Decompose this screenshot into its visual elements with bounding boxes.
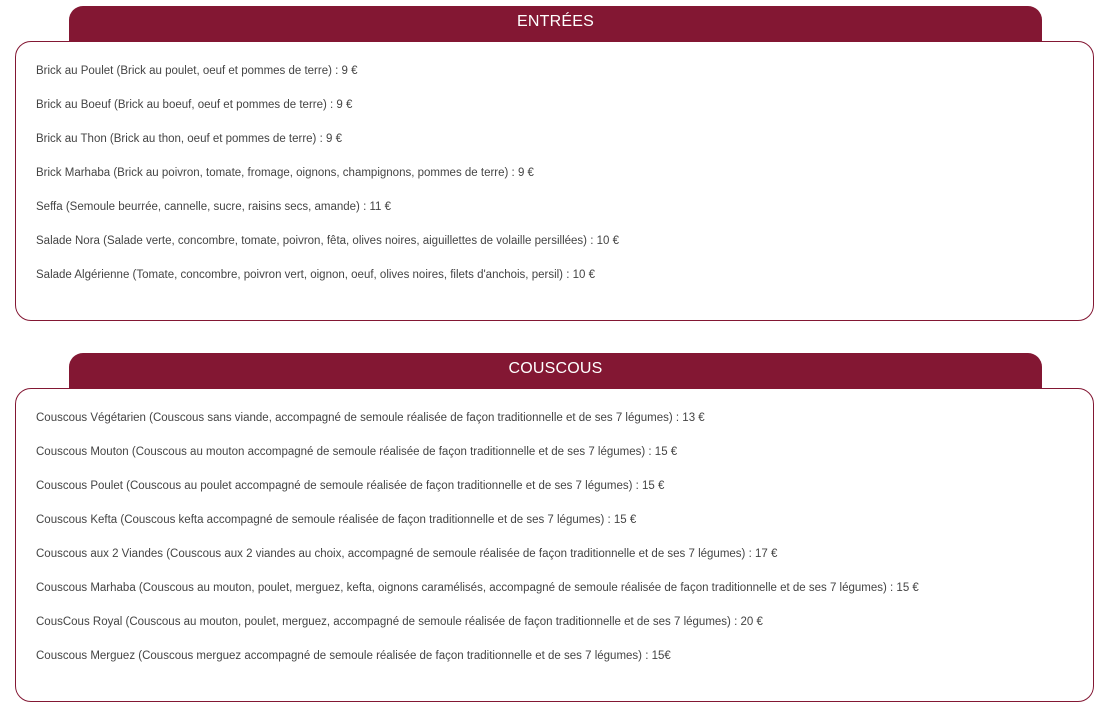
menu-item: Brick au Boeuf (Brick au boeuf, oeuf et pommes de terre) : 9 € <box>36 99 353 111</box>
section-box-couscous <box>15 388 1094 702</box>
section-box-entrees <box>15 41 1094 321</box>
menu-item: Couscous aux 2 Viandes (Couscous aux 2 viandes au choix, accompagné de semoule réalisée de façon traditionnelle et de ses 7 légumes) : 17 € <box>36 548 778 560</box>
section-title: COUSCOUS <box>508 360 603 377</box>
menu-item-list <box>36 63 619 301</box>
menu-item: CousCous Royal (Couscous au mouton, poulet, merguez, accompagné de semoule réalisée de façon traditionnelle et de ses 7 légumes) : 20 € <box>36 616 763 628</box>
menu-item: Couscous Marhaba (Couscous au mouton, poulet, merguez, kefta, oignons caramélisés, accompagné de semoule réalisée de façon traditionnelle et de ses 7 légumes) : 15 € <box>36 582 919 594</box>
menu-item: Couscous Mouton (Couscous au mouton accompagné de semoule réalisée de façon traditionnelle et de ses 7 légumes) : 15 € <box>36 446 678 458</box>
section-title: ENTRÉES <box>517 13 594 30</box>
menu-item: Brick au Poulet (Brick au poulet, oeuf et pommes de terre) : 9 € <box>36 65 358 77</box>
menu-item: Brick Marhaba (Brick au poivron, tomate, fromage, oignons, champignons, pommes de terre) : 9 € <box>36 167 534 179</box>
menu-item: Seffa (Semoule beurrée, cannelle, sucre, raisins secs, amande) : 11 € <box>36 201 391 213</box>
section-header-entrees <box>69 6 1042 42</box>
menu-item: Couscous Merguez (Couscous merguez accompagné de semoule réalisée de façon traditionnelle et de ses 7 légumes) : 15€ <box>36 650 671 662</box>
menu-item: Salade Algérienne (Tomate, concombre, poivron vert, oignon, oeuf, olives noires, filets d'anchois, persil) : 10 € <box>36 269 595 281</box>
menu-item: Salade Nora (Salade verte, concombre, tomate, poivron, fêta, olives noires, aiguillettes de volaille persillées) : 10 € <box>36 235 619 247</box>
menu-item: Couscous Végétarien (Couscous sans viande, accompagné de semoule réalisée de façon traditionnelle et de ses 7 légumes) : 13 € <box>36 412 705 424</box>
section-header-couscous <box>69 353 1042 389</box>
menu-item: Couscous Kefta (Couscous kefta accompagné de semoule réalisée de façon traditionnelle et de ses 7 légumes) : 15 € <box>36 514 637 526</box>
menu-item: Brick au Thon (Brick au thon, oeuf et pommes de terre) : 9 € <box>36 133 342 145</box>
menu-item-list <box>36 410 919 682</box>
menu-item: Couscous Poulet (Couscous au poulet accompagné de semoule réalisée de façon traditionnelle et de ses 7 légumes) : 15 € <box>36 480 665 492</box>
